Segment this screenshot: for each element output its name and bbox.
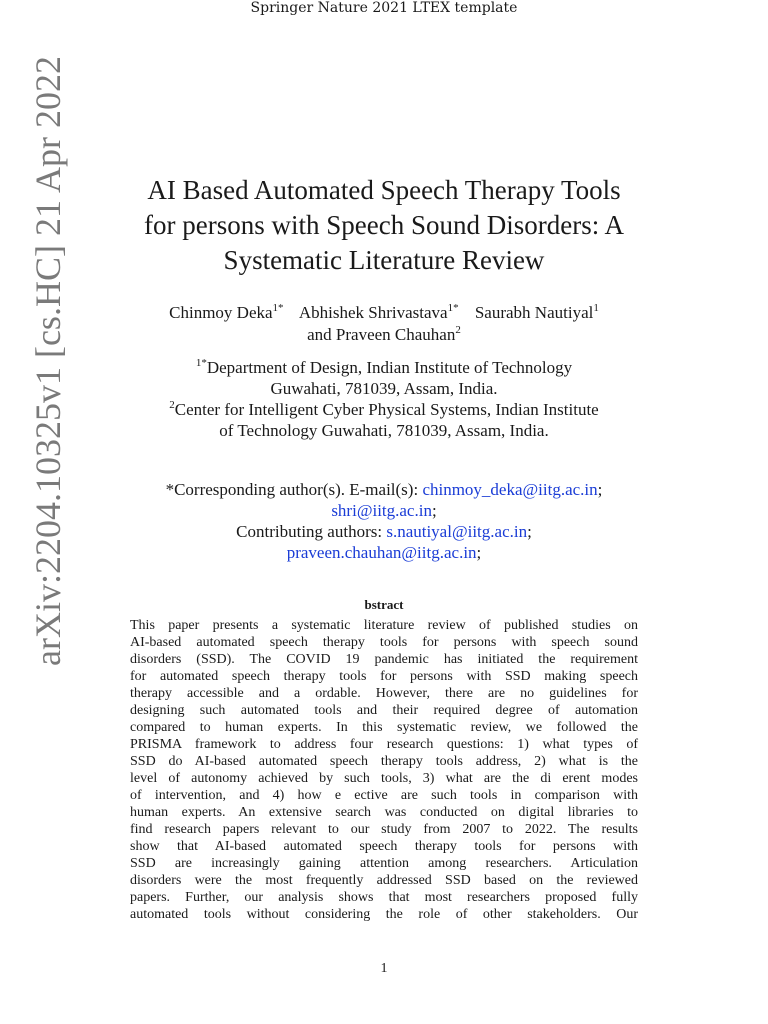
author-affiliation-mark: 1* [272,302,284,314]
corresponding-label: *Corresponding author(s). E-mail(s): [165,480,419,499]
abstract-line: automated tools without considering the role of other stakeholders. Our [130,907,638,922]
author-name: Saurabh Nautiyal [474,303,594,322]
abstract-heading: bstract [364,597,404,612]
abstract-line: compared to human experts. In this systematic review, we followed the [130,720,638,735]
abstract-line: for automated speech therapy tools for persons with SSD making speech [130,669,638,684]
separator: ; [597,480,603,499]
affiliation-text: Guwahati, 781039, Assam, India. [270,379,498,398]
abstract-line: This paper presents a systematic literature review of published studies on [130,618,638,633]
title-line: for persons with Speech Sound Disorders: A [144,210,624,240]
separator: ; [431,501,437,520]
email-link[interactable]: chinmoy_deka@iitg.ac.in [422,480,598,499]
abstract-line: level of autonomy achieved by such tools, 3) what are the di erent modes [130,771,638,786]
abstract-body [130,617,638,923]
abstract-line: of intervention, and 4) how e ective are such tools in comparison with [130,788,638,803]
page-number: 1 [380,961,388,976]
contributing-label: Contributing authors: [236,522,383,541]
affiliation-text: of Technology Guwahati, 781039, Assam, India. [219,421,549,440]
abstract-line: disorders (SSD). The COVID 19 pandemic has initiated the requirement [130,652,638,667]
affiliation-mark: 2 [169,399,175,411]
paper-title [100,173,668,278]
abstract-line: PRISMA framework to address four research questions: 1) what types of [130,737,638,752]
arxiv-identifier-stamp: arXiv:2204.10325v1 [cs.HC] 21 Apr 2022 [28,56,68,666]
author-list [100,302,668,346]
separator: ; [476,543,482,562]
author-affiliation-mark: 1 [593,302,599,314]
author-affiliation-mark: 1* [447,302,459,314]
affiliation-2 [100,399,668,441]
abstract-line: SSD are increasingly gaining attention among researchers. Articulation [130,856,638,871]
email-link[interactable]: praveen.chauhan@iitg.ac.in [286,543,477,562]
abstract-line: designing such automated tools and their required degree of automation [130,703,638,718]
abstract-line: SSD do AI-based automated speech therapy tools address, 2) what is the [130,754,638,769]
separator: ; [527,522,532,541]
abstract-line: papers. Further, our analysis shows that most researchers proposed fully [130,890,638,905]
email-link[interactable]: s.nautiyal@iitg.ac.in [386,522,528,541]
author-name: and Praveen Chauhan [307,325,456,344]
affiliations [100,357,668,441]
abstract-line: AI-based automated speech therapy tools for persons with speech sound [130,635,638,650]
affiliation-mark: 1* [195,357,207,369]
abstract-line: find research papers relevant to our study from 2007 to 2022. The results [130,822,638,837]
running-header: Springer Nature 2021 LTEX template [250,0,518,16]
affiliation-text: Center for Intelligent Cyber Physical Systems, Indian Institute [174,400,599,419]
abstract-line: therapy accessible and a ordable. However, there are no guidelines for [130,686,638,701]
abstract-line: human experts. An extensive search was conducted on digital libraries to [130,805,638,820]
author-name: Chinmoy Deka [169,303,273,322]
author-affiliation-mark: 2 [455,324,461,336]
abstract-line: disorders were the most frequently addressed SSD based on the reviewed [130,873,638,888]
title-line: AI Based Automated Speech Therapy Tools [147,175,621,205]
abstract-line: show that AI-based automated speech therapy tools for persons with [130,839,638,854]
contact-info [100,479,668,563]
affiliation-text: Department of Design, Indian Institute of Technology [206,358,573,377]
email-link[interactable]: shri@iitg.ac.in [331,501,432,520]
title-line: Systematic Literature Review [223,245,545,275]
affiliation-1 [100,357,668,399]
author-name: Abhishek Shrivastava [298,303,448,322]
